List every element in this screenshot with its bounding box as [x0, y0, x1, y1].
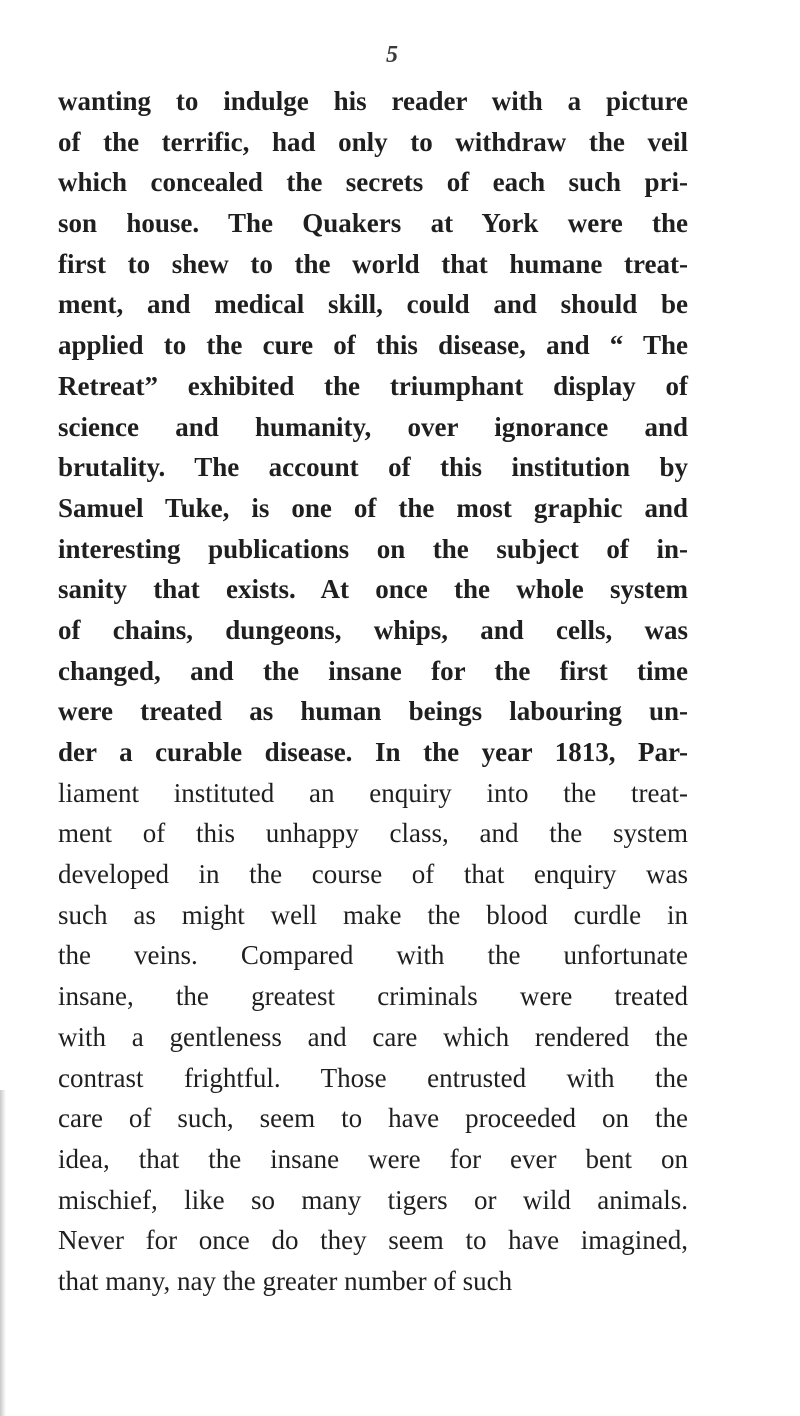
text-line: contrast frightful. Those entrusted with the: [58, 1062, 688, 1093]
text-line: Samuel Tuke, is one of the most graphic and: [58, 492, 688, 523]
text-line: liament instituted an enquiry into the treat-: [58, 777, 688, 808]
text-line: ment of this unhappy class, and the system: [58, 818, 688, 849]
text-line: applied to the cure of this disease, and “ The: [58, 330, 688, 361]
text-line: which concealed the secrets of each such pri-: [58, 167, 688, 198]
text-line: wanting to indulge his reader with a picture: [58, 86, 688, 116]
text-line: Never for once do they seem to have imagined,: [58, 1225, 688, 1256]
text-line: first to shew to the world that humane treat-: [58, 248, 688, 279]
text-line: care of such, seem to have proceeded on the: [58, 1103, 688, 1134]
text-line: sanity that exists. At once the whole system: [58, 574, 688, 605]
body-text: [58, 81, 688, 1302]
text-line: interesting publications on the subject of in-: [58, 533, 688, 564]
text-line: science and humanity, over ignorance and: [58, 411, 688, 442]
text-line: of chains, dungeons, whips, and cells, was: [58, 614, 688, 645]
text-line: were treated as human beings labouring un-: [58, 696, 688, 727]
text-line: that many, nay the greater number of such: [58, 1265, 513, 1296]
text-line: mischief, like so many tigers or wild animals.: [58, 1184, 688, 1215]
text-line: changed, and the insane for the first time: [58, 655, 688, 686]
page-number: 5: [386, 42, 399, 68]
text-line: with a gentleness and care which rendered the: [58, 1021, 688, 1052]
text-line: developed in the course of that enquiry was: [58, 859, 688, 890]
text-line: Retreat” exhibited the triumphant display of: [58, 370, 688, 401]
text-line: insane, the greatest criminals were treated: [58, 981, 688, 1012]
text-line: ment, and medical skill, could and should be: [58, 289, 688, 320]
text-line: the veins. Compared with the unfortunate: [58, 940, 688, 971]
page-edge-shadow: [0, 1090, 6, 1416]
text-line: son house. The Quakers at York were the: [58, 208, 688, 239]
text-line: such as might well make the blood curdle in: [58, 899, 688, 930]
text-line: of the terrific, had only to withdraw the veil: [58, 126, 688, 157]
text-line: der a curable disease. In the year 1813, Par-: [58, 737, 688, 767]
text-line: idea, that the insane were for ever bent on: [58, 1143, 688, 1174]
text-line: brutality. The account of this institution by: [58, 452, 688, 483]
